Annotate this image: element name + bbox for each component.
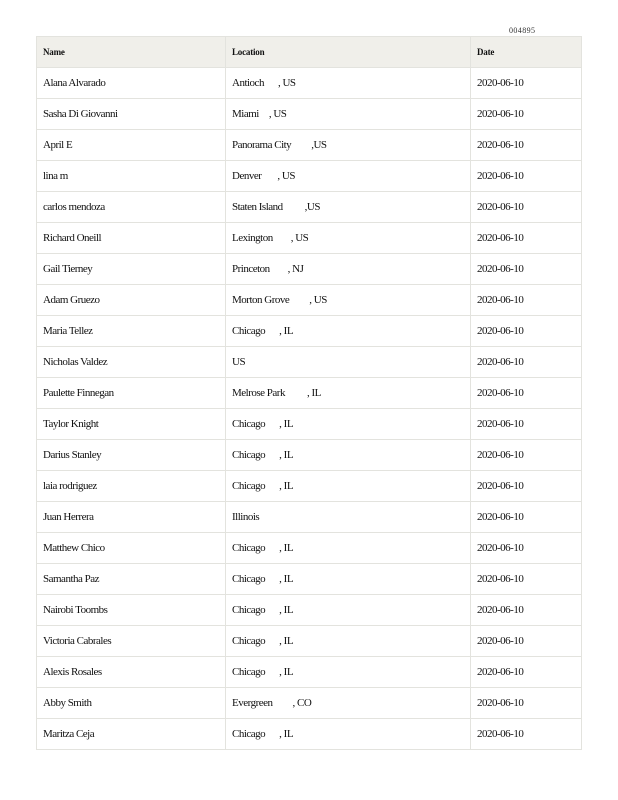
table-row: [37, 316, 582, 347]
signer-location-cell: [226, 688, 471, 719]
signer-location-cell: [226, 657, 471, 688]
signer-name-cell: Sasha Di Giovanni: [37, 99, 226, 130]
table-row: [37, 99, 582, 130]
location-region: , US: [309, 294, 327, 306]
location-city: Lexington: [232, 232, 273, 244]
location-city: Chicago: [232, 542, 266, 554]
location-city: Chicago: [232, 666, 266, 678]
location-region: , IL: [279, 418, 294, 430]
location-region: , NJ: [287, 263, 304, 275]
location-region: , IL: [279, 325, 294, 337]
signed-date-cell: 2020-06-10: [471, 130, 582, 161]
location-city: Staten Island: [232, 201, 283, 213]
signer-location-cell: [226, 254, 471, 285]
location-region: , US: [277, 170, 295, 182]
signer-name-cell: Nicholas Valdez: [37, 347, 226, 378]
table-row: [37, 409, 582, 440]
table-row: [37, 502, 582, 533]
signer-location-cell: [226, 533, 471, 564]
signed-date-cell: 2020-06-10: [471, 316, 582, 347]
signer-location-cell: [226, 347, 471, 378]
table-row: [37, 657, 582, 688]
location-region: ,US: [304, 201, 320, 213]
signer-location-cell: [226, 626, 471, 657]
name-column-header: Name: [37, 37, 226, 68]
signer-name-cell: Nairobi Toombs: [37, 595, 226, 626]
location-city: Miami: [232, 108, 259, 120]
location-city: Illinois: [232, 511, 260, 523]
signer-name-cell: Alexis Rosales: [37, 657, 226, 688]
location-region: ,US: [311, 139, 327, 151]
document-id: 004895: [509, 26, 536, 35]
signer-location-cell: [226, 409, 471, 440]
signed-date-cell: 2020-06-10: [471, 564, 582, 595]
location-city: Chicago: [232, 728, 266, 740]
location-region: , US: [268, 108, 287, 120]
table-row: [37, 533, 582, 564]
signer-location-cell: [226, 68, 471, 99]
signed-date-cell: 2020-06-10: [471, 161, 582, 192]
location-region: , IL: [279, 635, 294, 647]
location-city: Chicago: [232, 480, 266, 492]
table-row: [37, 378, 582, 409]
location-region: , IL: [279, 666, 294, 678]
signer-name-cell: Gail Tierney: [37, 254, 226, 285]
signer-location-cell: [226, 471, 471, 502]
table-row: [37, 719, 582, 750]
location-city: Morton Grove: [232, 294, 290, 306]
table-row: [37, 285, 582, 316]
signed-date-cell: 2020-06-10: [471, 595, 582, 626]
table-header-row: [37, 37, 582, 68]
location-region: , IL: [306, 387, 321, 399]
table-row: [37, 192, 582, 223]
location-city: Chicago: [232, 635, 266, 647]
signed-date-cell: 2020-06-10: [471, 502, 582, 533]
signed-date-cell: 2020-06-10: [471, 719, 582, 750]
location-city: US: [232, 356, 246, 368]
signer-location-cell: [226, 223, 471, 254]
table-row: [37, 688, 582, 719]
signer-name-cell: Abby Smith: [37, 688, 226, 719]
signed-date-cell: 2020-06-10: [471, 471, 582, 502]
location-city: Evergreen: [232, 697, 273, 709]
location-city: Antioch: [232, 77, 264, 89]
signer-name-cell: carlos mendoza: [37, 192, 226, 223]
signer-name-cell: Alana Alvarado: [37, 68, 226, 99]
signer-location-cell: [226, 192, 471, 223]
signer-location-cell: [226, 316, 471, 347]
signer-name-cell: lina m: [37, 161, 226, 192]
table-row: [37, 440, 582, 471]
signer-name-cell: Darius Stanley: [37, 440, 226, 471]
signed-date-cell: 2020-06-10: [471, 99, 582, 130]
location-region: , IL: [279, 728, 294, 740]
location-city: Chicago: [232, 418, 266, 430]
signer-name-cell: April E: [37, 130, 226, 161]
signer-name-cell: Victoria Cabrales: [37, 626, 226, 657]
signer-name-cell: Maritza Ceja: [37, 719, 226, 750]
table-row: [37, 223, 582, 254]
signed-date-cell: 2020-06-10: [471, 378, 582, 409]
signer-location-cell: [226, 502, 471, 533]
signer-name-cell: Richard Oneill: [37, 223, 226, 254]
location-city: Princeton: [232, 263, 270, 275]
signer-name-cell: laia rodriguez: [37, 471, 226, 502]
signed-date-cell: 2020-06-10: [471, 192, 582, 223]
location-city: Chicago: [232, 573, 266, 585]
location-region: , IL: [279, 542, 294, 554]
signer-location-cell: [226, 378, 471, 409]
signers-table: [36, 36, 582, 750]
signer-location-cell: [226, 564, 471, 595]
signed-date-cell: 2020-06-10: [471, 657, 582, 688]
signed-date-cell: 2020-06-10: [471, 626, 582, 657]
table-row: [37, 130, 582, 161]
signer-location-cell: [226, 285, 471, 316]
signer-name-cell: Juan Herrera: [37, 502, 226, 533]
signer-name-cell: Adam Gruezo: [37, 285, 226, 316]
table-row: [37, 347, 582, 378]
location-region: , CO: [292, 697, 312, 709]
location-city: Chicago: [232, 604, 266, 616]
signed-date-cell: 2020-06-10: [471, 440, 582, 471]
location-city: Chicago: [232, 449, 266, 461]
location-region: , IL: [279, 480, 294, 492]
signed-date-cell: 2020-06-10: [471, 688, 582, 719]
signer-location-cell: [226, 595, 471, 626]
location-region: , US: [277, 77, 296, 89]
table-row: [37, 254, 582, 285]
signer-name-cell: Matthew Chico: [37, 533, 226, 564]
signer-location-cell: [226, 440, 471, 471]
location-city: Chicago: [232, 325, 266, 337]
signer-name-cell: Taylor Knight: [37, 409, 226, 440]
location-region: , US: [290, 232, 309, 244]
signed-date-cell: 2020-06-10: [471, 254, 582, 285]
signed-date-cell: 2020-06-10: [471, 285, 582, 316]
signer-name-cell: Samantha Paz: [37, 564, 226, 595]
signed-date-cell: 2020-06-10: [471, 533, 582, 564]
table-body: [37, 68, 582, 750]
location-region: , IL: [279, 449, 294, 461]
table-row: [37, 471, 582, 502]
location-city: Panorama City: [232, 139, 292, 151]
table-row: [37, 68, 582, 99]
signer-name-cell: Paulette Finnegan: [37, 378, 226, 409]
table-row: [37, 626, 582, 657]
signer-name-cell: Maria Tellez: [37, 316, 226, 347]
location-city: Denver: [232, 170, 262, 182]
table-row: [37, 564, 582, 595]
signer-location-cell: [226, 99, 471, 130]
signer-location-cell: [226, 130, 471, 161]
table-row: [37, 595, 582, 626]
location-city: Melrose Park: [232, 387, 285, 399]
signed-date-cell: 2020-06-10: [471, 409, 582, 440]
signed-date-cell: 2020-06-10: [471, 347, 582, 378]
date-column-header: Date: [471, 37, 582, 68]
table-row: [37, 161, 582, 192]
location-region: , IL: [279, 573, 294, 585]
signed-date-cell: 2020-06-10: [471, 223, 582, 254]
signer-location-cell: [226, 161, 471, 192]
location-region: , IL: [279, 604, 294, 616]
location-column-header: Location: [226, 37, 471, 68]
signed-date-cell: 2020-06-10: [471, 68, 582, 99]
signer-location-cell: [226, 719, 471, 750]
